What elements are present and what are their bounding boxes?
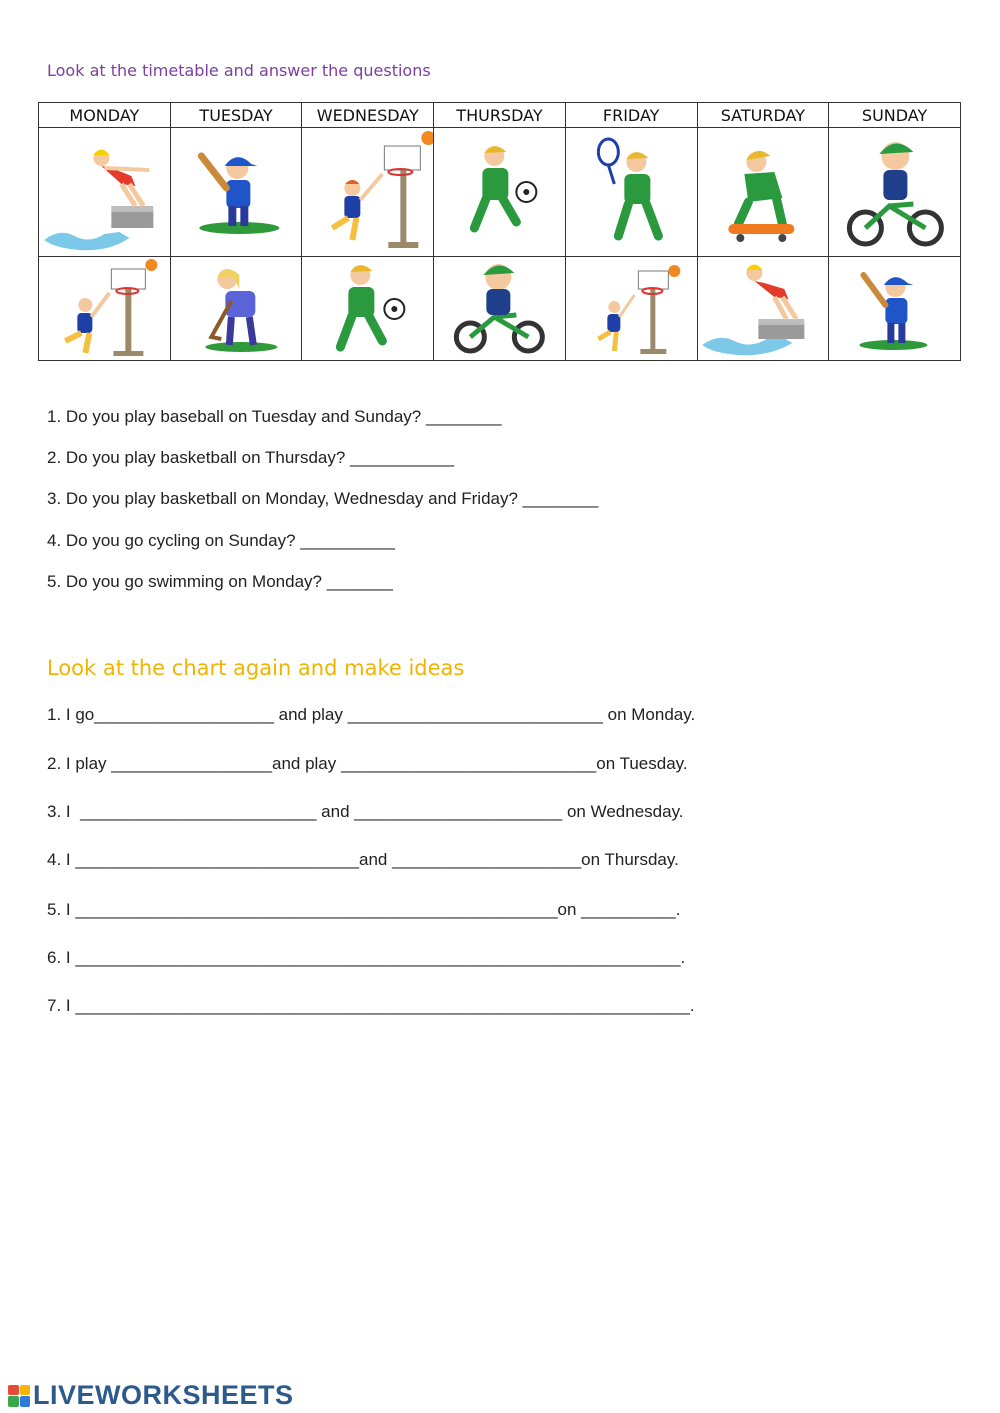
idea-4: 4. I ______________________________and ____________________on Thursday.: [47, 850, 679, 869]
football-icon: [302, 257, 433, 360]
basketball-icon: [39, 257, 170, 360]
question-2: 2. Do you play basketball on Thursday? ___________: [47, 448, 455, 467]
cell-thursday-2: [434, 257, 566, 361]
idea-6: 6. I ________________________________________________________________.: [47, 948, 686, 967]
hockey-icon: [171, 257, 302, 360]
cell-saturday-2: [697, 257, 829, 361]
cell-friday-1: [565, 128, 697, 257]
cell-sunday-2: [829, 257, 961, 361]
day-header-monday: MONDAY: [39, 103, 171, 128]
day-header-sunday: SUNDAY: [829, 103, 961, 128]
question-3: 3. Do you play basketball on Monday, Wednesday and Friday? ________: [47, 489, 599, 508]
cell-saturday-1: [697, 128, 829, 257]
question-5: 5. Do you go swimming on Monday? _______: [47, 572, 393, 591]
cycling-icon: [829, 128, 960, 256]
day-header-wednesday: WEDNESDAY: [302, 103, 434, 128]
instruction-text: Look at the timetable and answer the questions: [47, 61, 431, 80]
cell-monday-1: [39, 128, 171, 257]
basketball-icon: [302, 128, 433, 256]
baseball-icon: [829, 257, 960, 360]
day-header-saturday: SATURDAY: [697, 103, 829, 128]
idea-1: 1. I go___________________ and play ___________________________ on Monday.: [47, 705, 696, 724]
football-icon: [434, 128, 565, 256]
baseball-icon: [171, 128, 302, 256]
idea-7: 7. I _________________________________________________________________.: [47, 996, 695, 1015]
idea-3: 3. I _________________________ and ______________________ on Wednesday.: [47, 802, 684, 821]
question-1: 1. Do you play baseball on Tuesday and Sunday? ________: [47, 407, 502, 426]
tennis-icon: [566, 128, 697, 256]
swimming-icon: [39, 128, 170, 256]
cell-sunday-1: [829, 128, 961, 257]
swimming-icon: [698, 257, 829, 360]
skateboarding-icon: [698, 128, 829, 256]
cell-thursday-1: [434, 128, 566, 257]
idea-5: 5. I ___________________________________________________on __________.: [47, 900, 681, 919]
timetable-row-2: [39, 257, 961, 361]
cell-friday-2: [565, 257, 697, 361]
cell-monday-2: [39, 257, 171, 361]
timetable: [38, 102, 961, 361]
cell-tuesday-2: [170, 257, 302, 361]
logo-blocks-icon: [8, 1385, 30, 1407]
logo-text: LIVEWORKSHEETS: [33, 1380, 294, 1410]
cell-wednesday-1: [302, 128, 434, 257]
cell-wednesday-2: [302, 257, 434, 361]
question-4: 4. Do you go cycling on Sunday? __________: [47, 531, 395, 550]
day-header-tuesday: TUESDAY: [170, 103, 302, 128]
cell-tuesday-1: [170, 128, 302, 257]
cycling-icon: [434, 257, 565, 360]
idea-2: 2. I play _________________and play ___________________________on Tuesday.: [47, 754, 688, 773]
timetable-row-1: [39, 128, 961, 257]
day-header-friday: FRIDAY: [565, 103, 697, 128]
liveworksheets-logo: [8, 1380, 294, 1411]
day-header-thursday: THURSDAY: [434, 103, 566, 128]
basketball-icon: [566, 257, 697, 360]
section2-heading: Look at the chart again and make ideas: [47, 656, 465, 680]
timetable-header-row: [39, 103, 961, 128]
